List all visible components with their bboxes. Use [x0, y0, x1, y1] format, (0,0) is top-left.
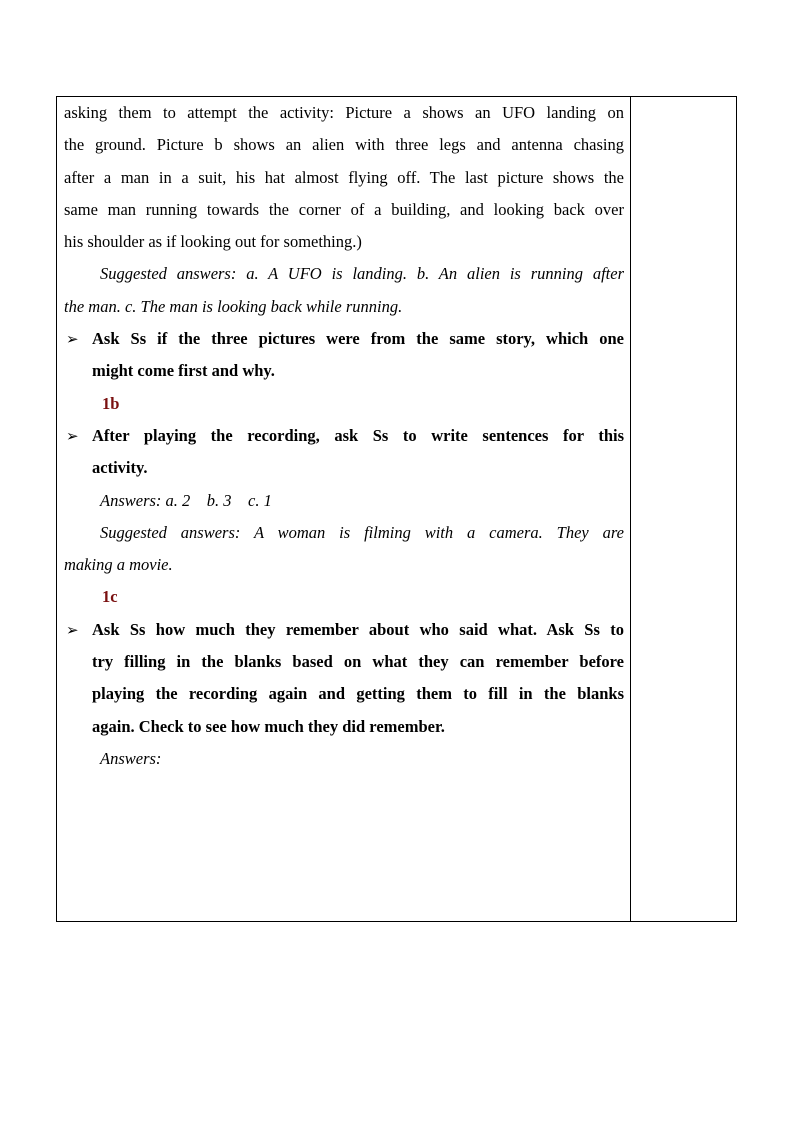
bullet-item: ➢ After playing the recording, ask Ss to write sentences for this	[64, 420, 624, 452]
section-heading-1c: 1c	[102, 587, 118, 607]
lesson-table	[56, 96, 737, 922]
arrowhead-bullet-icon: ➢	[66, 620, 79, 639]
suggested-answers-1b: Suggested answers: A woman is filming with a camera. They are	[100, 522, 624, 542]
answers-1c: Answers:	[100, 748, 162, 768]
bullet-item-cont: again. Check to see how much they did remember.	[92, 716, 445, 736]
intro-line: the ground. Picture b shows an alien with three legs and antenna chasing	[64, 135, 624, 155]
arrowhead-bullet-icon: ➢	[66, 426, 79, 445]
bullet-item-cont: playing the recording again and getting them to fill in the blanks	[92, 684, 624, 704]
answers-1b: Answers: a. 2 b. 3 c. 1	[100, 490, 272, 510]
suggested-answers-1a-cont: the man. c. The man is looking back while running.	[64, 296, 403, 316]
suggested-answers-1a: Suggested answers: a. A UFO is landing. b. An alien is running after	[100, 264, 624, 284]
procedure-cell	[64, 97, 624, 775]
section-heading-1b: 1b	[102, 393, 120, 413]
intro-line: after a man in a suit, his hat almost flying off. The last picture shows the	[64, 167, 624, 187]
bullet-item-cont: activity.	[92, 458, 148, 478]
intro-line: same man running towards the corner of a building, and looking back over	[64, 199, 624, 219]
arrowhead-bullet-icon: ➢	[66, 330, 79, 349]
bullet-item: ➢ Ask Ss how much they remember about who said what. Ask Ss to	[64, 614, 624, 646]
bullet-item-cont: try filling in the blanks based on what they can remember before	[92, 652, 624, 672]
suggested-answers-1b-cont: making a movie.	[64, 555, 173, 575]
intro-line: asking them to attempt the activity: Picture a shows an UFO landing on	[64, 103, 624, 122]
column-divider	[630, 97, 631, 921]
bullet-item-cont: might come first and why.	[92, 361, 275, 381]
bullet-item: ➢ Ask Ss if the three pictures were from the same story, which one	[64, 323, 624, 355]
intro-line: his shoulder as if looking out for something.)	[64, 232, 362, 252]
